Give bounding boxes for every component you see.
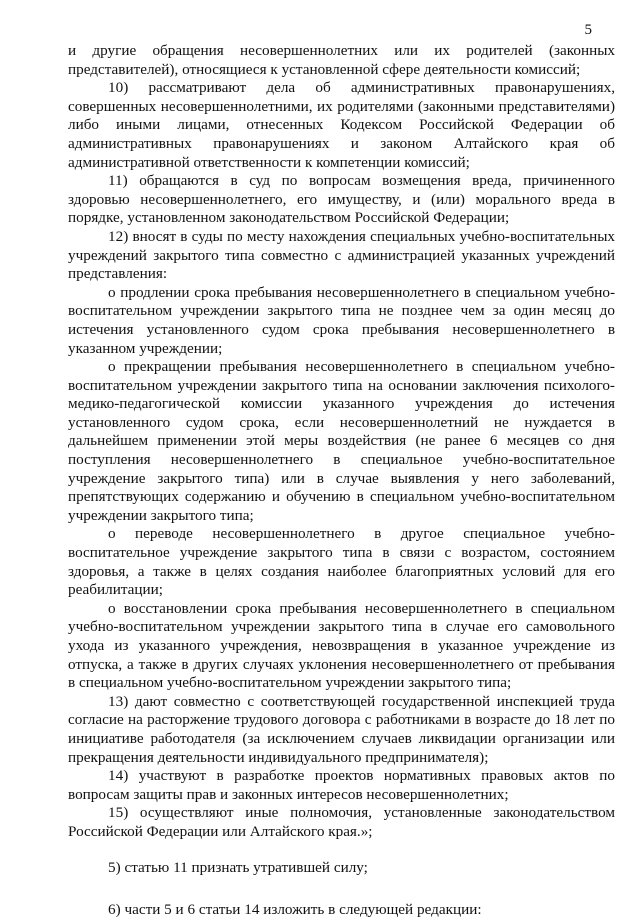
paragraph-item-14: 14) участвуют в разработке проектов нормативных правовых актов по вопросам защиты прав и законных интересов несовершеннолетних; <box>68 767 615 803</box>
paragraph-item-12-extension: о продлении срока пребывания несовершеннолетнего в специальном учебно-воспитательном учреждении закрытого типа не позднее чем за один месяц до истечения установленного судом срока пребывания несовершеннолетнего в указанном учреждении; <box>68 283 615 357</box>
paragraph-item-15: 15) осуществляют иные полномочия, установленные законодательством Российской Федерации или Алтайского края.»; <box>68 804 615 840</box>
paragraph-item-12: 12) вносят в суды по месту нахождения специальных учебно-воспитательных учреждений закрытого типа совместно с администрацией указанных учреждений представления: <box>68 227 615 283</box>
paragraph-item-11: 11) обращаются в суд по вопросам возмещения вреда, причиненного здоровью несовершеннолетнего, его имуществу, и (или) морального вреда в порядке, установленном законодательством Российской Федерации; <box>68 172 615 227</box>
paragraph-continuation: и другие обращения несовершеннолетних или их родителей (законных представителей), относящиеся к установленной сфере деятельности комиссий; <box>68 42 615 78</box>
paragraph-amendment-6: 6) части 5 и 6 статьи 14 изложить в следующей редакции: <box>108 901 482 919</box>
paragraph-item-12-transfer: о переводе несовершеннолетнего в другое специальное учебно-воспитательное учреждение закрытого типа в связи с возрастом, состоянием здоровья, а также в целях создания наиболее благоприятных условий для его реабилитации; <box>68 525 615 599</box>
paragraph-item-12-termination: о прекращении пребывания несовершеннолетнего в специальном учебно-воспитательном учреждении закрытого типа на основании заключения психолого-медико-педагогической комиссии указанного учреждения до истечения установленного судом срока, если несовершеннолетний не нуждается в дальнейшем применении этой меры воздействия (не ранее 6 месяцев со дня поступления несовершеннолетнего в специальное учебно-воспитательное учреждение закрытого типа) или в случае выявления у него заболеваний, препятствующих содержанию и обучению в специальном учебно-воспитательном учреждении закрытого типа; <box>68 358 615 524</box>
document-body <box>68 42 615 920</box>
paragraph-amendment-5: 5) статью 11 признать утратившей силу; <box>108 858 368 876</box>
paragraph-item-10: 10) рассматривают дела об административных правонарушениях, совершенных несовершеннолетними, их родителями (законными представителями) либо иными лицами, отнесенных Кодексом Российской Федерации об административных правонарушениях и законом Алтайского края об административной ответственности к компетенции комиссий; <box>68 79 615 171</box>
paragraph-item-12-restoration: о восстановлении срока пребывания несовершеннолетнего в специальном учебно-воспитательном учреждении закрытого типа в случае его самовольного ухода из указанного учреждения, невозвращения в указанное учреждение из отпуска, а также в других случаях уклонения несовершеннолетнего от пребывания в специальном учебно-воспитательном учреждении закрытого типа; <box>68 599 615 692</box>
paragraph-item-13: 13) дают совместно с соответствующей государственной инспекцией труда согласие на расторжение трудового договора с работниками в возрасте до 18 лет по инициативе работодателя (за исключением случаев ликвидации организации или прекращения деятельности индивидуального предпринимателя); <box>68 692 615 766</box>
page-number: 5 <box>584 22 592 38</box>
